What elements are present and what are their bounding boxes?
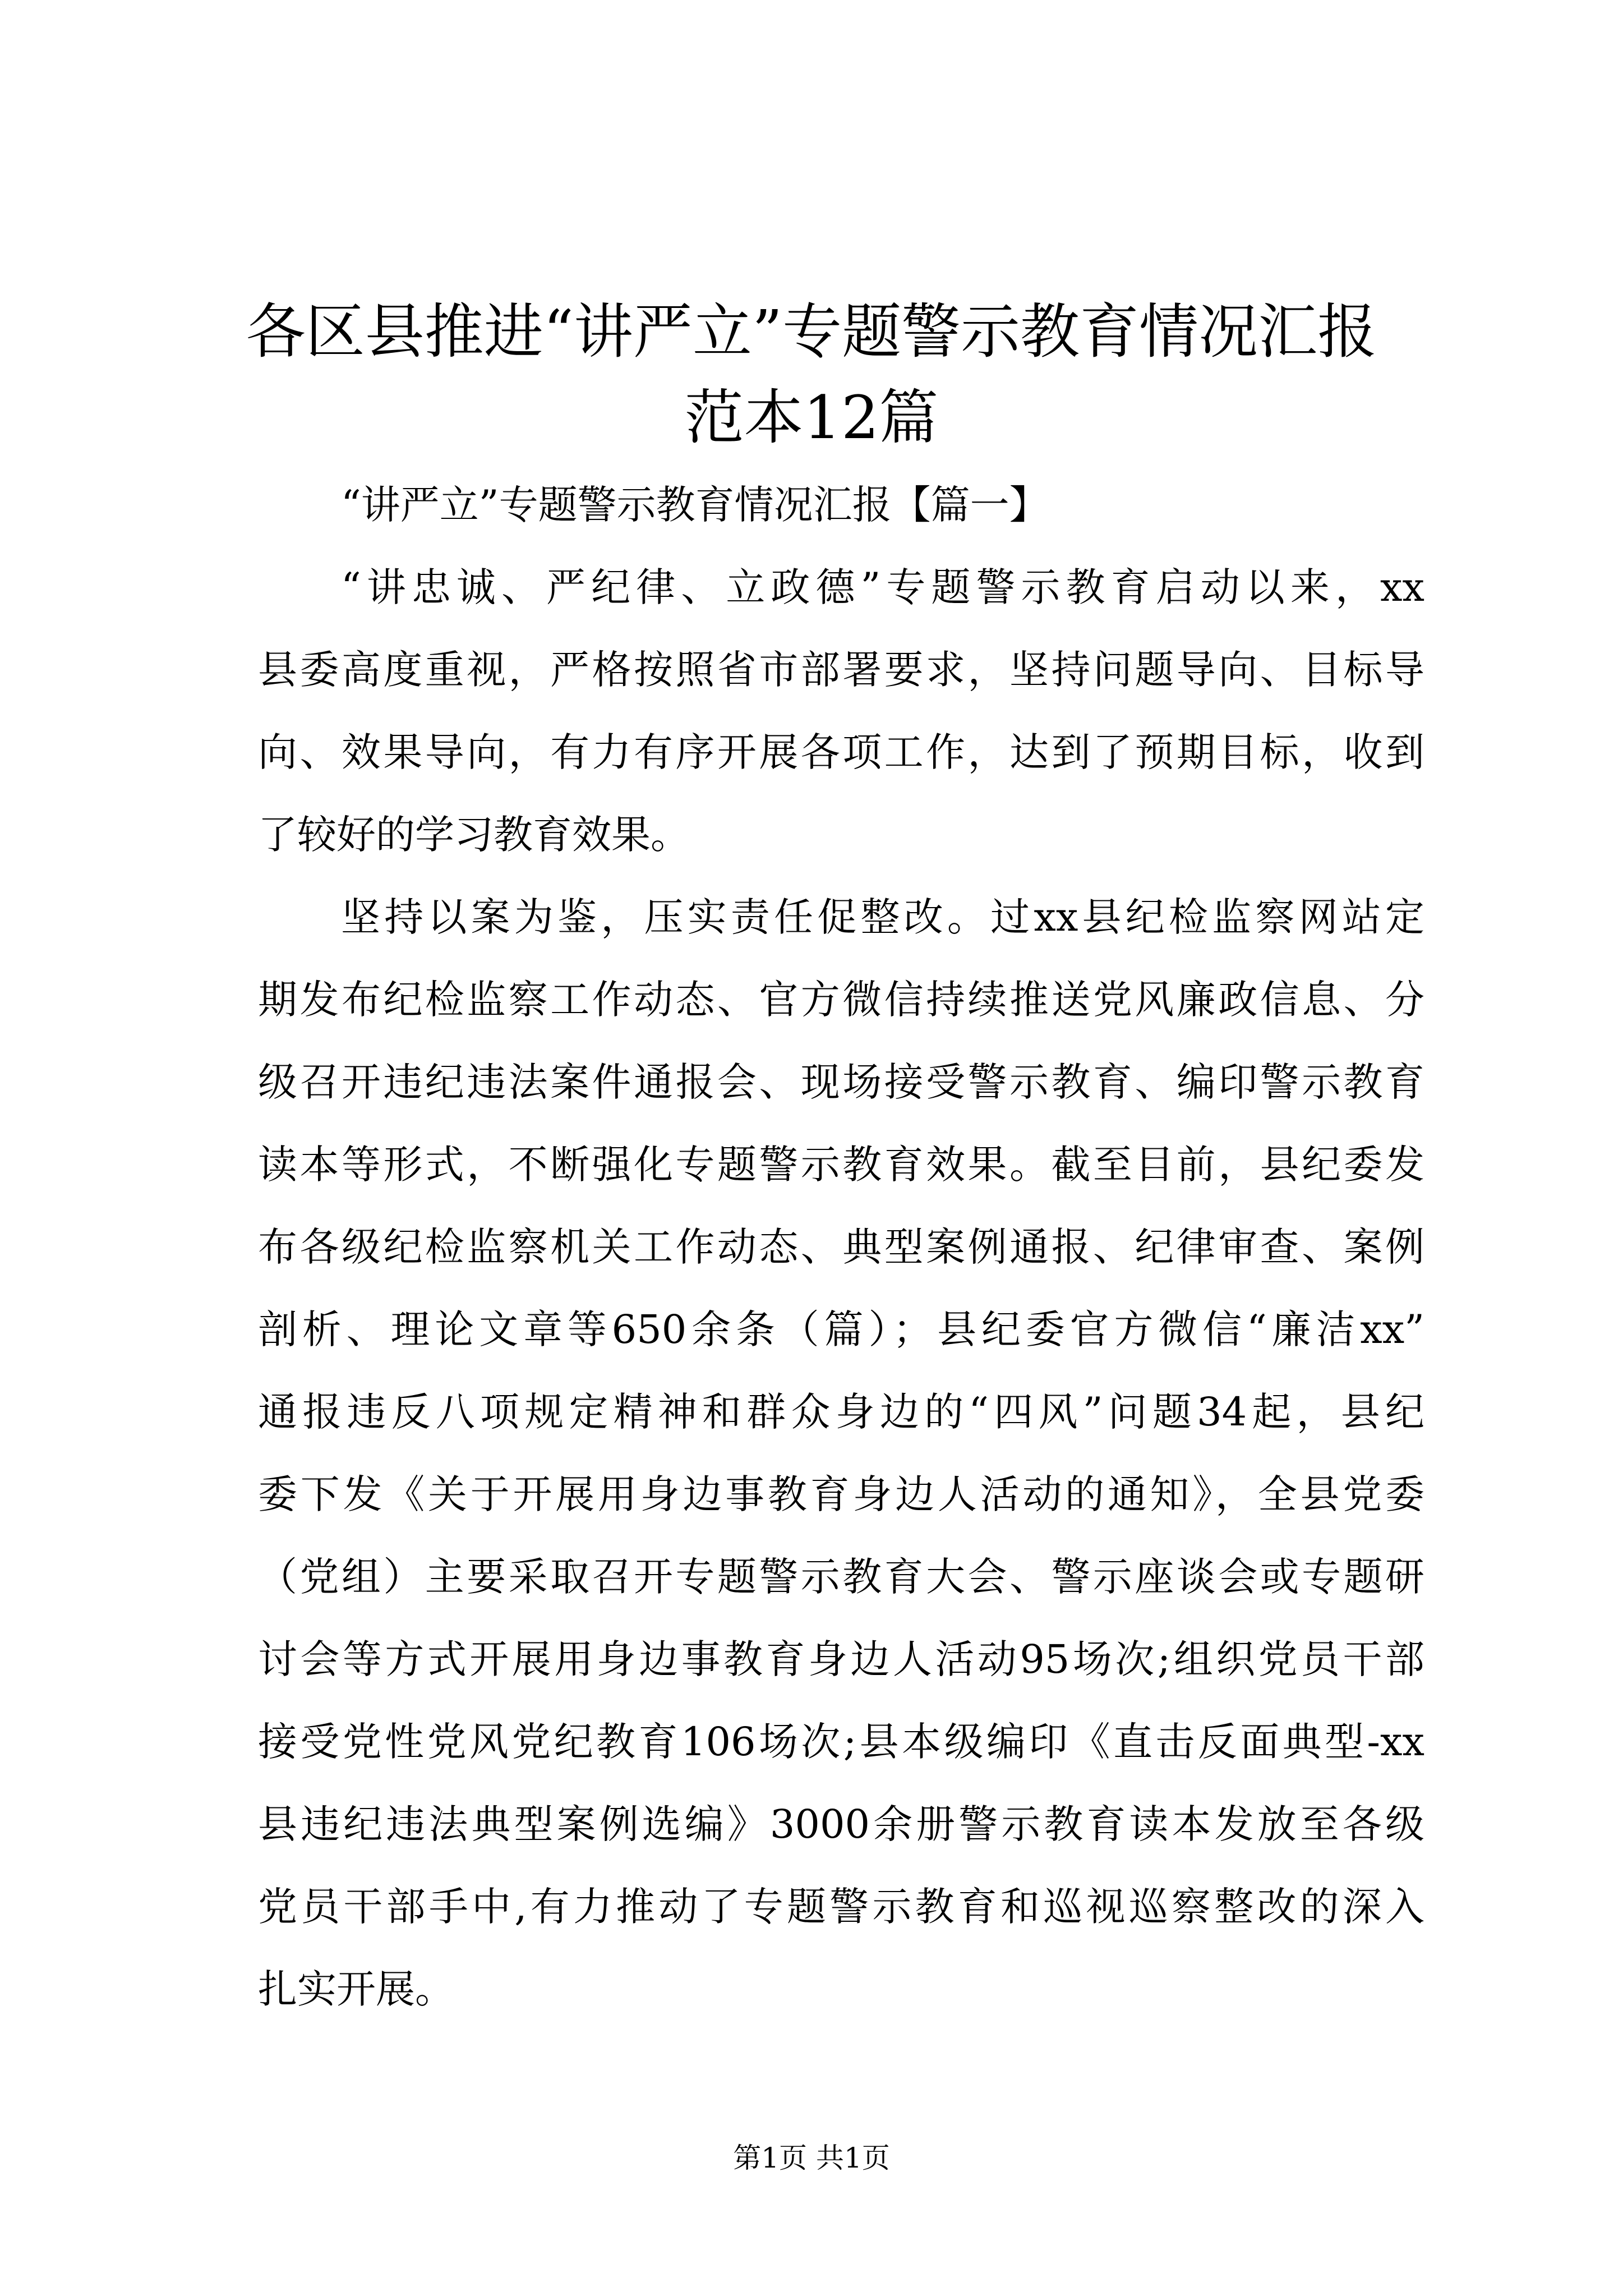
- paragraph-2-line: 讨会等方式开展用身边事教育身边人活动95场次;组织党员干部: [258, 1636, 1424, 1682]
- paragraph-1-line: 向、效果导向，有力有序开展各项工作，达到了预期目标，收到: [258, 729, 1424, 775]
- paragraph-1-line: “讲忠诚、严纪律、立政德”专题警示教育启动以来，xx: [341, 564, 1424, 610]
- document-title-line-2: 范本12篇: [684, 383, 939, 452]
- paragraph-1-line: 了较好的学习教育效果。: [258, 812, 690, 858]
- section-heading: “讲严立”专题警示教育情况汇报【篇一】: [341, 482, 1049, 528]
- paragraph-2-line: 读本等形式，不断强化专题警示教育效果。截至目前，县纪委发: [258, 1142, 1424, 1188]
- paragraph-2-line: 布各级纪检监察机关工作动态、典型案例通报、纪律审查、案例: [258, 1224, 1424, 1270]
- paragraph-2-line: 通报违反八项规定精神和群众身边的“四风”问题34起，县纪: [258, 1389, 1424, 1435]
- paragraph-2-line: 级召开违纪违法案件通报会、现场接受警示教育、编印警示教育: [258, 1059, 1424, 1105]
- document-body: [258, 464, 1424, 2031]
- page-footer: 第1页 共1页: [733, 2142, 890, 2174]
- paragraph-1-line: 县委高度重视，严格按照省市部署要求，坚持问题导向、目标导: [258, 647, 1424, 693]
- paragraph-2-line: 扎实开展。: [258, 1966, 454, 2012]
- paragraph-2-line: 坚持以案为鉴，压实责任促整改。过xx县纪检监察网站定: [341, 894, 1424, 940]
- paragraph-2-line: 县违纪违法典型案例选编》3000余册警示教育读本发放至各级: [258, 1801, 1424, 1847]
- paragraph-2-line: 期发布纪检监察工作动态、官方微信持续推送党风廉政信息、分: [258, 977, 1424, 1023]
- paragraph-2-line: 委下发《关于开展用身边事教育身边人活动的通知》，全县党委: [258, 1471, 1424, 1517]
- paragraph-2-line: 党员干部手中,有力推动了专题警示教育和巡视巡察整改的深入: [258, 1884, 1424, 1930]
- document-title-line-1: 各区县推进“讲严立”专题警示教育情况汇报: [246, 297, 1377, 366]
- paragraph-2-line: 剖析、理论文章等650余条（篇）；县纪委官方微信“廉洁xx”: [258, 1306, 1424, 1352]
- paragraph-2-line: （党组）主要采取召开专题警示教育大会、警示座谈会或专题研: [258, 1554, 1424, 1600]
- paragraph-2-line: 接受党性党风党纪教育106场次;县本级编印《直击反面典型-xx: [258, 1719, 1424, 1765]
